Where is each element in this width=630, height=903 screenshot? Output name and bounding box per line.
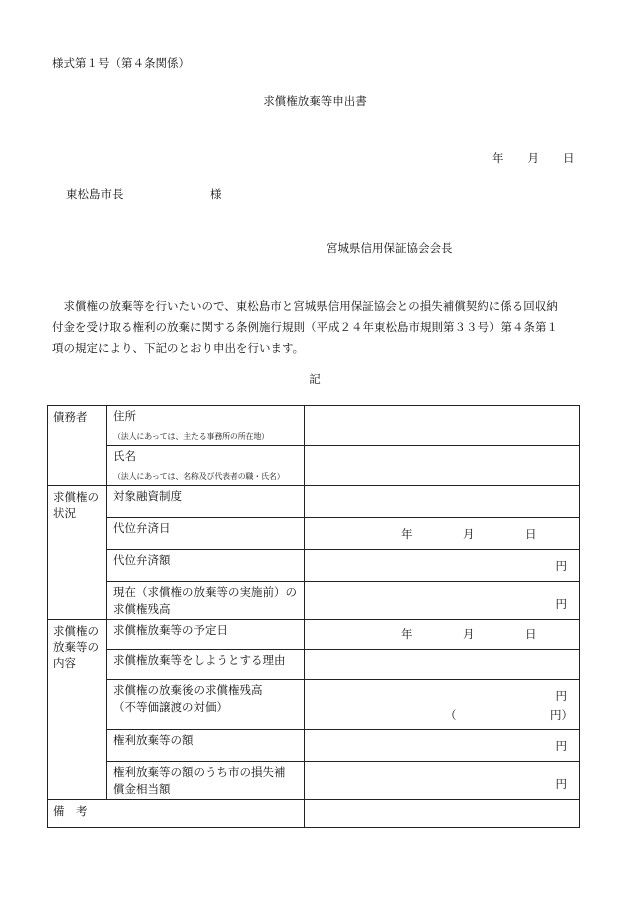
- unit-day: 日: [525, 627, 537, 641]
- waiver-amount-value[interactable]: [305, 730, 580, 762]
- remarks-value[interactable]: [305, 800, 580, 828]
- name-value[interactable]: [305, 446, 580, 486]
- balance-after-label: 求償権の放棄後の求償権残高 （不等価譲渡の対価）: [107, 680, 305, 730]
- table-row: [48, 582, 580, 620]
- name-label-cell: [107, 446, 305, 486]
- waiver-amount-label: 権利放棄等の額: [107, 730, 305, 762]
- table-row: [48, 762, 580, 800]
- scheduled-date-value[interactable]: [305, 620, 580, 650]
- yen-unit: 円: [555, 689, 567, 703]
- subrogation-amount-value[interactable]: [305, 550, 580, 582]
- scheduled-date-label: 求償権放棄等の予定日: [107, 620, 305, 650]
- table-row: [48, 518, 580, 550]
- city-share-value[interactable]: [305, 762, 580, 800]
- remarks-label: 備 考: [48, 800, 305, 828]
- debtor-category: 債務者: [48, 406, 107, 486]
- table-row: [48, 550, 580, 582]
- loan-system-label: 対象融資制度: [107, 486, 305, 518]
- paren-open: （: [445, 708, 457, 722]
- current-balance-label: 現在（求償権の放棄等の実施前）の 求償権残高: [107, 582, 305, 620]
- unit-year: 年: [401, 627, 413, 641]
- city-share-label: 権利放棄等の額のうち市の損失補 償金相当額: [107, 762, 305, 800]
- balance-after-value[interactable]: [305, 680, 580, 730]
- ki-heading: 記: [309, 372, 321, 386]
- yen-unit: 円: [555, 597, 567, 611]
- unit-day: 日: [525, 527, 537, 541]
- honorific: 様: [210, 187, 222, 201]
- date-line: [492, 150, 575, 166]
- address-value[interactable]: [305, 406, 580, 446]
- subrogation-date-value[interactable]: [305, 518, 580, 550]
- applicant-name: 宮城県信用保証協会会長: [326, 241, 453, 255]
- address-label-cell: [107, 406, 305, 446]
- reason-label: 求償権放棄等をしようとする理由: [107, 650, 305, 680]
- paragraph-line-3: 項の規定により、下記のとおり申出を行います。: [52, 341, 305, 355]
- table-row: [48, 650, 580, 680]
- subrogation-date-label: 代位弁済日: [107, 518, 305, 550]
- table-row: [48, 486, 580, 518]
- name-label: 氏名: [113, 449, 136, 463]
- address-label: 住所: [113, 409, 136, 423]
- unit-month: 月: [463, 527, 475, 541]
- table-row: [48, 620, 580, 650]
- current-balance-value[interactable]: [305, 582, 580, 620]
- yen-paren-close: 円）: [550, 708, 573, 722]
- application-table: [47, 405, 580, 828]
- paragraph-line-2: 付金を受け取る権利の放棄に関する条例施行規則（平成２４年東松島市規則第３３号）第４条第１: [52, 320, 558, 334]
- subrogation-amount-label: 代位弁済額: [107, 550, 305, 582]
- request-paragraph: [52, 296, 588, 359]
- name-note: （法人にあっては、名称及び代表者の職・氏名）: [113, 472, 285, 481]
- waiver-category: 求償権の 放棄等の 内容: [48, 620, 107, 800]
- date-year-label: 年: [492, 151, 504, 165]
- address-note: （法人にあっては、主たる事務所の所在地）: [113, 432, 269, 441]
- table-row: [48, 800, 580, 828]
- loan-system-value[interactable]: [305, 486, 580, 518]
- document-title: 求償権放棄等申出書: [263, 94, 367, 108]
- date-month-label: 月: [527, 151, 539, 165]
- yen-unit: 円: [555, 739, 567, 753]
- form-number-label: 様式第１号（第４条関係）: [52, 56, 190, 70]
- status-category: 求償権の 状況: [48, 486, 107, 620]
- table-row: [48, 730, 580, 762]
- yen-unit: 円: [555, 777, 567, 791]
- table-row: [48, 446, 580, 486]
- date-day-label: 日: [563, 151, 575, 165]
- table-row: [48, 680, 580, 730]
- paragraph-line-1: 求償権の放棄等を行いたいので、東松島市と宮城県信用保証協会との損失補償契約に係る回収納: [63, 299, 558, 313]
- yen-unit: 円: [555, 559, 567, 573]
- table-row: [48, 406, 580, 446]
- reason-value[interactable]: [305, 650, 580, 680]
- unit-year: 年: [401, 527, 413, 541]
- addressee: 東松島市長: [66, 187, 124, 201]
- unit-month: 月: [463, 627, 475, 641]
